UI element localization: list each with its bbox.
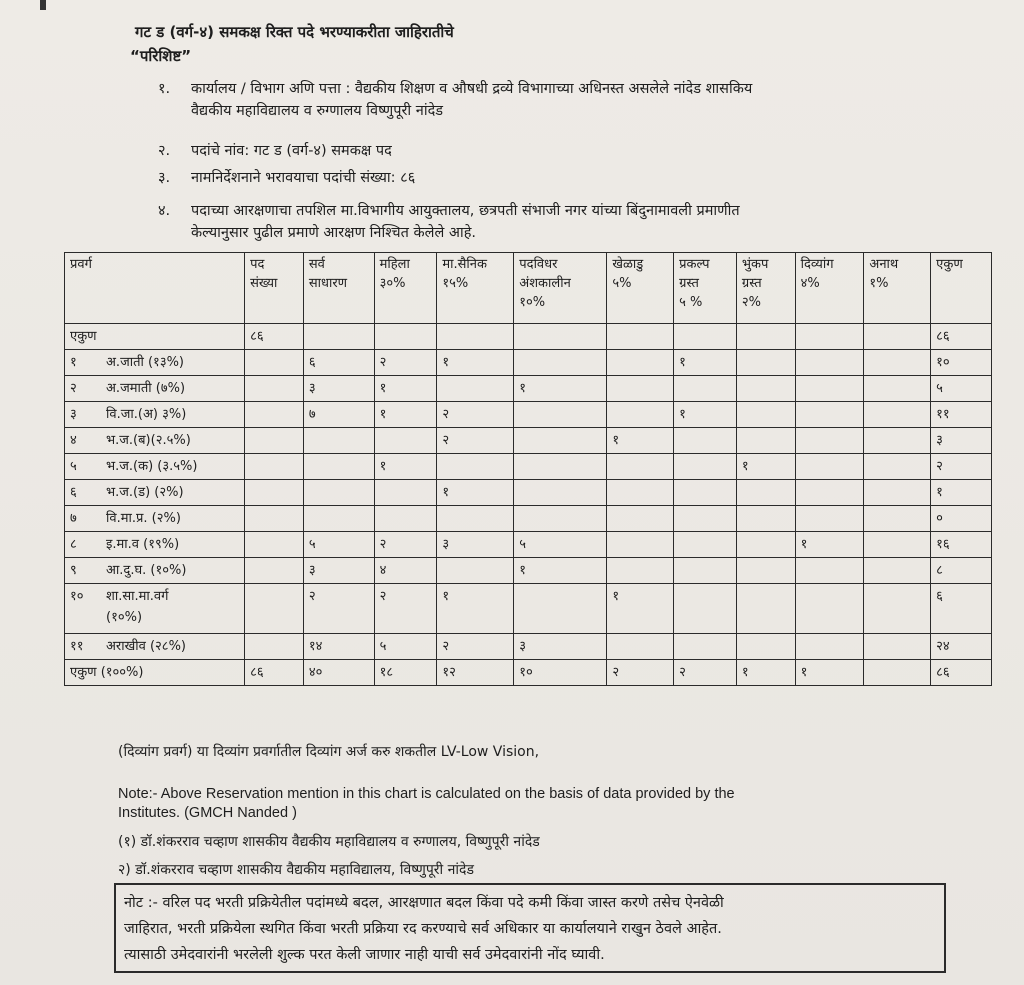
divyang-note: (दिव्यांग प्रवर्ग) या दिव्यांग प्रवर्गातील दिव्यांग अर्ज करु शकतील LV-Low Vision, [118,744,540,760]
table-cell [795,558,864,584]
table-cell: ६ [931,584,992,634]
empty-cell [736,324,795,350]
table-cell: १ [437,480,514,506]
category-cell [65,506,245,532]
english-note-line-1: Note:- Above Reservation mention in this chart is calculated on the basis of data provided by the [118,786,735,802]
table-header-cell [795,253,864,324]
empty-cell [674,324,737,350]
table-cell: ७ [303,402,374,428]
table-row [65,376,992,402]
category-cell [65,376,245,402]
table-row [65,558,992,584]
posts-cell: ८६ [245,324,304,350]
table-row [65,402,992,428]
table-cell: १ [514,376,607,402]
table-header-cell [65,253,245,324]
table-cell [674,480,737,506]
header-line: ४% [800,276,820,291]
english-note-line-2: Institutes. (GMCH Nanded ) [118,805,297,821]
table-cell [514,506,607,532]
table-cell [736,350,795,376]
table-cell [736,428,795,454]
heading-line-2: “परिशिष्ट” [130,47,192,65]
table-row [65,584,992,634]
heading-line-1: गट ड (वर्ग-४) समकक्ष रिक्त पदे भरण्याकरीता जाहिरातीचे [135,23,454,41]
header-line: प्रवर्ग [70,257,92,272]
header-line: १०% [519,295,546,310]
category-cell [65,402,245,428]
reservation-table [64,252,992,686]
serial-number: ४ [70,433,77,448]
category-name: शा.सा.मा.वर्ग [106,589,169,604]
table-cell [864,454,931,480]
serial-number: ११ [70,639,84,654]
table-cell [514,350,607,376]
table-cell: १२ [437,660,514,686]
table-cell: १ [736,660,795,686]
table-cell: १ [607,428,674,454]
table-cell [795,402,864,428]
table-cell: १ [374,376,437,402]
table-cell [303,454,374,480]
table-cell: १ [674,350,737,376]
header-line: ग्रस्त [679,276,699,291]
item-text: नामनिर्देशनाने भरावयाचा पदांची संख्या: ८६ [191,170,416,186]
table-header-cell [303,253,374,324]
table-cell [864,506,931,532]
table-header-cell [607,253,674,324]
table-cell: १ [374,402,437,428]
table-cell [437,376,514,402]
item-number: ४. [158,203,171,219]
table-cell [795,584,864,634]
header-line: संख्या [250,276,278,291]
table-cell [607,558,674,584]
total-cell: ८६ [931,324,992,350]
table-cell [245,376,304,402]
table-cell [607,402,674,428]
header-line: पदविधर [519,257,558,272]
table-cell: २ [674,660,737,686]
header-line: ५% [612,276,632,291]
table-cell [607,454,674,480]
serial-number: १० [70,589,84,604]
table-cell [674,634,737,660]
category-name: अराखीव (२८%) [106,639,186,654]
table-row [65,634,992,660]
table-cell [245,634,304,660]
table-cell [674,454,737,480]
table-cell [864,402,931,428]
empty-cell [795,324,864,350]
serial-number: ३ [70,407,77,422]
table-cell: ३ [303,558,374,584]
table-cell: २ [374,532,437,558]
table-cell [736,402,795,428]
table-cell [607,350,674,376]
table-cell [795,480,864,506]
table-header-cell [245,253,304,324]
table-cell [795,350,864,376]
category-name: इ.मा.व (१९%) [106,537,180,552]
table-cell: १ [437,350,514,376]
table-cell [245,402,304,428]
table-cell [864,350,931,376]
table-cell: २ [437,634,514,660]
table-cell [864,428,931,454]
table-cell [303,506,374,532]
table-cell [795,634,864,660]
header-line: ५ % [679,295,703,310]
table-cell: १ [795,532,864,558]
table-cell: २ [437,428,514,454]
institute-line-1: (१) डॉ.शंकरराव चव्हाण शासकीय वैद्यकीय महाविद्यालय व रुग्णालय, विष्णुपूरी नांदेड [118,834,540,850]
table-cell [245,350,304,376]
table-header-cell [736,253,795,324]
table-cell [674,558,737,584]
category-name: भ.ज.(ड) (२%) [106,485,184,500]
table-cell: ४ [374,558,437,584]
table-cell: २ [437,402,514,428]
category-cell [65,532,245,558]
table-cell: १ [374,454,437,480]
table-cell: ३ [931,428,992,454]
table-row [65,350,992,376]
table-cell: १ [437,584,514,634]
table-cell [736,584,795,634]
header-line: पद [250,257,265,272]
category-cell [65,584,245,634]
table-cell [245,584,304,634]
table-cell: २ [374,350,437,376]
disclaimer-line-1: नोट :- वरिल पद भरती प्रक्रियेतील पदांमध्ये बदल, आरक्षणात बदल किंवा पदे कमी किंवा जास्त करणे तसेच ऐनवेळी [124,895,724,911]
table-row [65,506,992,532]
header-line: ३०% [379,276,406,291]
table-cell [437,506,514,532]
table-grand-total-row [65,660,992,686]
table-cell: १ [736,454,795,480]
table-cell [374,428,437,454]
category-name: भ.ज.(क) (३.५%) [106,459,198,474]
table-header-row [65,253,992,324]
table-cell [795,428,864,454]
table-cell [736,634,795,660]
serial-number: ७ [70,511,77,526]
disclaimer-box [114,883,946,973]
empty-cell [303,324,374,350]
header-line: खेळाडु [612,257,644,272]
category-cell [65,350,245,376]
table-header-cell [864,253,931,324]
table-cell: ८६ [931,660,992,686]
table-cell: १० [514,660,607,686]
table-cell [736,532,795,558]
item-number: १. [158,81,171,97]
category-cell [65,480,245,506]
table-header-cell [437,253,514,324]
table-cell [736,480,795,506]
empty-cell [374,324,437,350]
table-row [65,454,992,480]
header-line: एकुण [936,257,963,272]
table-header-cell [374,253,437,324]
table-header-cell [674,253,737,324]
table-cell [736,558,795,584]
table-cell: १ [607,584,674,634]
category-name: अ.जाती (१३%) [106,355,185,370]
header-line: २% [741,295,762,310]
empty-cell [514,324,607,350]
category-name: भ.ज.(ब)(२.५%) [106,433,191,448]
table-cell: २ [931,454,992,480]
item-text: वैद्यकीय महाविद्यालय व रुग्णालय विष्णुपूरी नांदेड [191,103,444,119]
table-cell [736,376,795,402]
disclaimer-line-2: जाहिरात, भरती प्रक्रियेला स्थगित किंवा भरती प्रक्रिया रद करण्याचे सर्व अधिकार या कार्यालयाने राखुन ठेवले आहेत. [124,921,722,937]
item-text: पदांचे नांव: गट ड (वर्ग-४) समकक्ष पद [191,143,392,159]
header-line: सर्व [308,257,325,272]
table-cell [864,480,931,506]
table-cell: ५ [374,634,437,660]
table-cell: १८ [374,660,437,686]
table-cell [374,506,437,532]
category-cell [65,558,245,584]
table-cell [607,634,674,660]
table-header-cell [514,253,607,324]
header-line: अनाथ [869,257,899,272]
category-cell [65,634,245,660]
category-name-cont: (१०%) [106,610,143,625]
item-number: २. [158,143,171,159]
table-cell: २४ [931,634,992,660]
table-cell [795,506,864,532]
header-line: १५% [442,276,469,291]
header-line: साधारण [308,276,348,291]
category-name: आ.दु.घ. (१०%) [106,563,187,578]
serial-number: ६ [70,485,77,500]
table-cell: ० [931,506,992,532]
table-cell [514,428,607,454]
table-cell: ३ [514,634,607,660]
row-label: एकुण (१००%) [65,660,245,686]
item-number: ३. [158,170,171,186]
item-text: कार्यालय / विभाग अणि पत्ता : वैद्यकीय शिक्षण व औषधी द्रव्ये विभागाच्या अधिनस्त असलेले नांदेड शासकिय [191,81,753,97]
table-header-cell [931,253,992,324]
table-cell: ५ [303,532,374,558]
table-cell [303,480,374,506]
scan-mark [40,0,46,10]
header-line: अंशकालीन [519,276,571,291]
table-cell [607,480,674,506]
table-cell [864,376,931,402]
table-cell: ११ [931,402,992,428]
table-cell [607,376,674,402]
category-cell [65,454,245,480]
table-cell [607,532,674,558]
table-cell [674,584,737,634]
serial-number: ८ [70,537,77,552]
table-cell: ३ [437,532,514,558]
row-label: एकुण [65,324,245,350]
empty-cell [607,324,674,350]
empty-cell [437,324,514,350]
table-cell: १४ [303,634,374,660]
table-cell [674,428,737,454]
table-cell [674,506,737,532]
table-cell [514,402,607,428]
table-cell [245,454,304,480]
table-row [65,428,992,454]
table-cell [864,660,931,686]
table-cell [795,376,864,402]
table-cell [514,454,607,480]
header-line: मा.सैनिक [442,257,488,272]
table-cell: ८ [931,558,992,584]
table-row [65,480,992,506]
table-cell [245,532,304,558]
serial-number: २ [70,381,77,396]
table-cell [437,558,514,584]
header-line: ग्रस्त [741,276,762,291]
table-cell [674,532,737,558]
table-cell [303,428,374,454]
table-cell [864,558,931,584]
table-cell: १० [931,350,992,376]
category-cell [65,428,245,454]
table-cell [514,584,607,634]
header-line: महिला [379,257,410,272]
table-cell: ६ [303,350,374,376]
table-cell: २ [303,584,374,634]
table-cell [864,634,931,660]
table-cell [245,428,304,454]
institute-line-2: २) डॉ.शंकरराव चव्हाण शासकीय वैद्यकीय महाविद्यालय, विष्णुपूरी नांदेड [118,862,474,878]
table-total-row [65,324,992,350]
table-cell [245,506,304,532]
table-cell [437,454,514,480]
table-cell: १६ [931,532,992,558]
table-row [65,532,992,558]
category-name: अ.जमाती (७%) [106,381,186,396]
header-line: दिव्यांग [800,257,834,272]
table-cell: ८६ [245,660,304,686]
table-cell: १ [674,402,737,428]
table-cell: २ [374,584,437,634]
table-cell [795,454,864,480]
header-line: १% [869,276,889,291]
disclaimer-line-3: त्यासाठी उमेदवारांनी भरलेली शुल्क परत केली जाणार नाही याची सर्व उमेदवारांनी नोंद घ्यावी. [124,947,605,963]
table-cell: १ [514,558,607,584]
empty-cell [864,324,931,350]
header-line: प्रकल्प [679,257,710,272]
table-cell: २ [607,660,674,686]
header-line: भुंकप [741,257,769,272]
table-cell: ४० [303,660,374,686]
table-cell: ५ [514,532,607,558]
table-cell [607,506,674,532]
item-text: केल्यानुसार पुढील प्रमाणे आरक्षण निश्चित केलेले आहे. [191,225,477,241]
table-cell: ३ [303,376,374,402]
table-cell [374,480,437,506]
serial-number: ९ [70,563,77,578]
table-cell [736,506,795,532]
serial-number: ५ [70,459,77,474]
serial-number: १ [70,355,77,370]
table-cell [514,480,607,506]
table-cell: १ [795,660,864,686]
table-cell: १ [931,480,992,506]
item-text: पदाच्या आरक्षणाचा तपशिल मा.विभागीय आयुक्तालय, छत्रपती संभाजी नगर यांच्या बिंदुनामावली प्रमाणीत [191,203,740,219]
category-name: वि.मा.प्र. (२%) [106,511,181,526]
table-cell [864,584,931,634]
table-cell [245,558,304,584]
category-name: वि.जा.(अ) ३%) [106,407,187,422]
table-cell [245,480,304,506]
table-cell [674,376,737,402]
table-cell [864,532,931,558]
table-cell: ५ [931,376,992,402]
